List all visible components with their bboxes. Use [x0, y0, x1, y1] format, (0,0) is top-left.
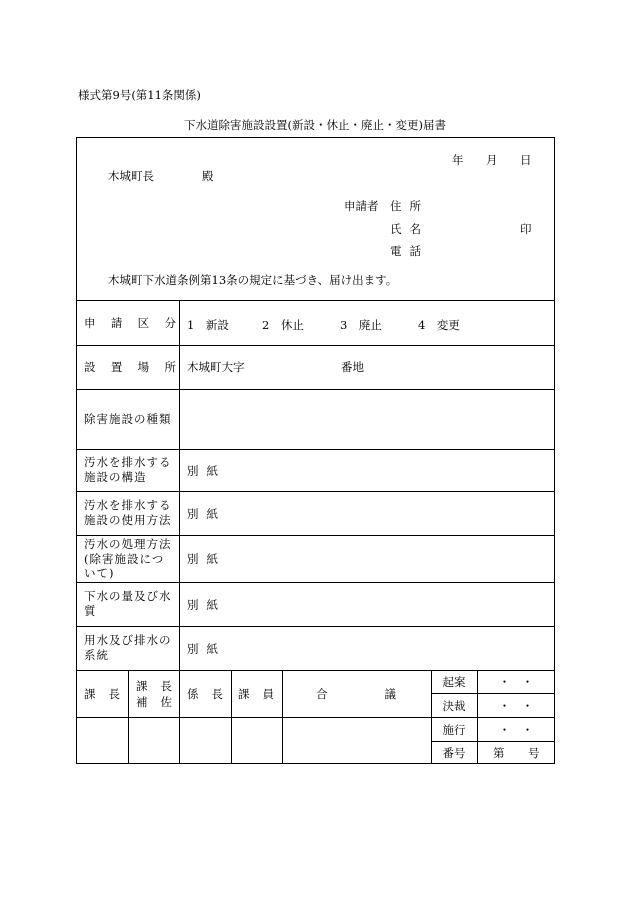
- applicant-label: 申請者: [344, 199, 379, 213]
- row-divider: [76, 717, 555, 718]
- number-suffix: 号: [528, 746, 540, 760]
- honorific: 殿: [202, 169, 214, 183]
- row-divider: [76, 389, 555, 390]
- location-suffix: 番地: [341, 360, 364, 374]
- addressee: 木城町長: [108, 169, 154, 183]
- number-label: 番号: [442, 746, 466, 760]
- facility-type-label: 除害施設の種類: [84, 412, 172, 426]
- statement: 木城町下水道条例第13条の規定に基づき、届け出ます。: [108, 273, 398, 287]
- box-divider: [431, 693, 555, 694]
- row-divider: [76, 535, 555, 536]
- drafted-label: 起案: [442, 675, 466, 689]
- treatment-label: 汚水の処理方法(除害施設について): [84, 537, 172, 580]
- enforced-date: ・ ・: [498, 723, 534, 737]
- approval-divider: [231, 670, 232, 764]
- location-label: 設 置 場 所: [84, 360, 176, 374]
- enforced-label: 施行: [442, 723, 466, 737]
- name-label: 氏名: [390, 222, 429, 236]
- seal-mark: 印: [520, 222, 532, 236]
- system-label: 用水及び排水の系統: [84, 633, 172, 662]
- quantity-label: 下水の量及び水質: [84, 589, 172, 618]
- approved-date: ・ ・: [498, 699, 534, 713]
- usage-value: 別紙: [187, 507, 226, 521]
- staff-label: 課 員: [238, 687, 274, 701]
- category-option-new: 1 新設: [187, 318, 229, 332]
- category-label: 申 請 区 分: [84, 316, 176, 330]
- document-title: 下水道除害施設設置(新設・休止・廃止・変更)届書: [184, 118, 446, 132]
- row-divider: [76, 449, 555, 450]
- row-divider: [76, 300, 555, 301]
- category-option-suspend: 2 休止: [262, 318, 304, 332]
- number-prefix: 第: [493, 746, 505, 760]
- structure-label: 汚水を排水する施設の構造: [84, 455, 172, 484]
- category-option-abolish: 3 廃止: [340, 318, 382, 332]
- date-month: 月: [486, 153, 498, 167]
- usage-label: 汚水を排水する施設の使用方法: [84, 498, 172, 527]
- consultation-label: 合 議: [316, 687, 396, 701]
- structure-value: 別紙: [187, 464, 226, 478]
- row-divider: [76, 345, 555, 346]
- treatment-value: 別紙: [187, 552, 226, 566]
- approval-divider: [282, 670, 283, 764]
- address-label: 住所: [390, 199, 429, 213]
- drafted-date: ・ ・: [498, 675, 534, 689]
- assistant-chief-line2: 補 佐: [136, 695, 172, 709]
- row-divider: [76, 491, 555, 492]
- quantity-value: 別紙: [187, 598, 226, 612]
- assistant-chief-line1: 課 長: [136, 679, 172, 693]
- system-value: 別紙: [187, 642, 226, 656]
- approved-label: 決裁: [442, 699, 466, 713]
- subsection-chief-label: 係 長: [187, 687, 223, 701]
- section-chief-label: 課 長: [84, 687, 120, 701]
- row-divider: [76, 670, 555, 671]
- approval-divider: [128, 670, 129, 764]
- label-column-divider: [179, 300, 180, 670]
- row-divider: [76, 626, 555, 627]
- location-prefix: 木城町大字: [187, 360, 245, 374]
- phone-label: 電話: [390, 244, 429, 258]
- row-divider: [76, 582, 555, 583]
- form-number: 様式第9号(第11条関係): [78, 88, 201, 102]
- date-year: 年: [452, 153, 464, 167]
- category-option-change: 4 変更: [418, 318, 460, 332]
- box-divider: [431, 741, 555, 742]
- approval-divider: [179, 670, 180, 764]
- date-day: 日: [520, 153, 532, 167]
